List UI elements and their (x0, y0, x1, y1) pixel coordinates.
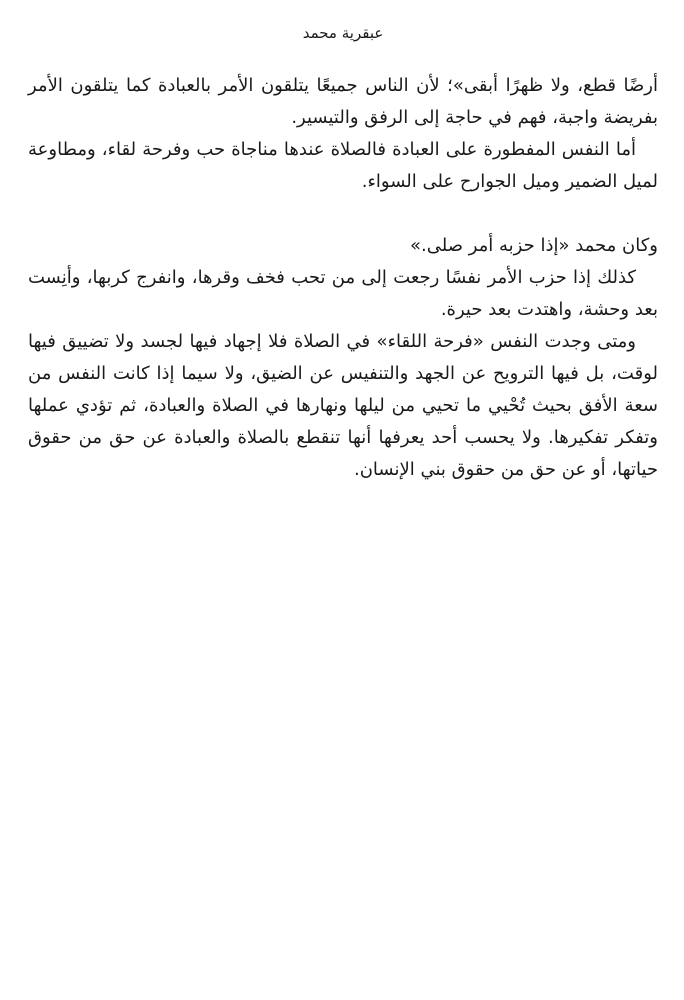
paragraph-2: أما النفس المفطورة على العبادة فالصلاة عندها مناجاة حب وفرحة لقاء، ومطاوعة لميل الضمير وميل الجوارح على السواء. (28, 139, 658, 192)
paragraph-1: أرضًا قطع، ولا ظهرًا أبقى»؛ لأن الناس جميعًا يتلقون الأمر بالعبادة كما يتلقون الأمر بفريضة واجبة، فهم في حاجة إلى الرفق والتيسير. (28, 75, 658, 128)
body-text (28, 70, 658, 486)
paragraph-4: كذلك إذا حزب الأمر نفسًا رجعت إلى من تحب فخف وقرها، وانفرج كربها، وأنِست بعد وحشة، واهتدت بعد حيرة. (28, 267, 658, 320)
running-header: عبقرية محمد (302, 24, 384, 42)
paragraph-3: وكان محمد «إذا حزبه أمر صلى.» (410, 235, 658, 256)
paragraph-5: ومتى وجدت النفس «فرحة اللقاء» في الصلاة فلا إجهاد فيها لجسد ولا تضييق فيها لوقت، بل فيها الترويح عن الجهد والتنفيس عن الضيق، ولا سيما إذا كانت النفس من سعة الأفق بحيث تُحْيي ما تحيي من ليلها ونهارها في الصلاة والعبادة، ثم تؤدي عملها وتفكر تفكيرها. ولا يحسب أحد يعرفها أنها تنقطع بالصلاة والعبادة عن حق من حقوق حياتها، أو عن حق من حقوق بني الإنسان. (28, 331, 658, 480)
book-page (28, 0, 658, 1000)
